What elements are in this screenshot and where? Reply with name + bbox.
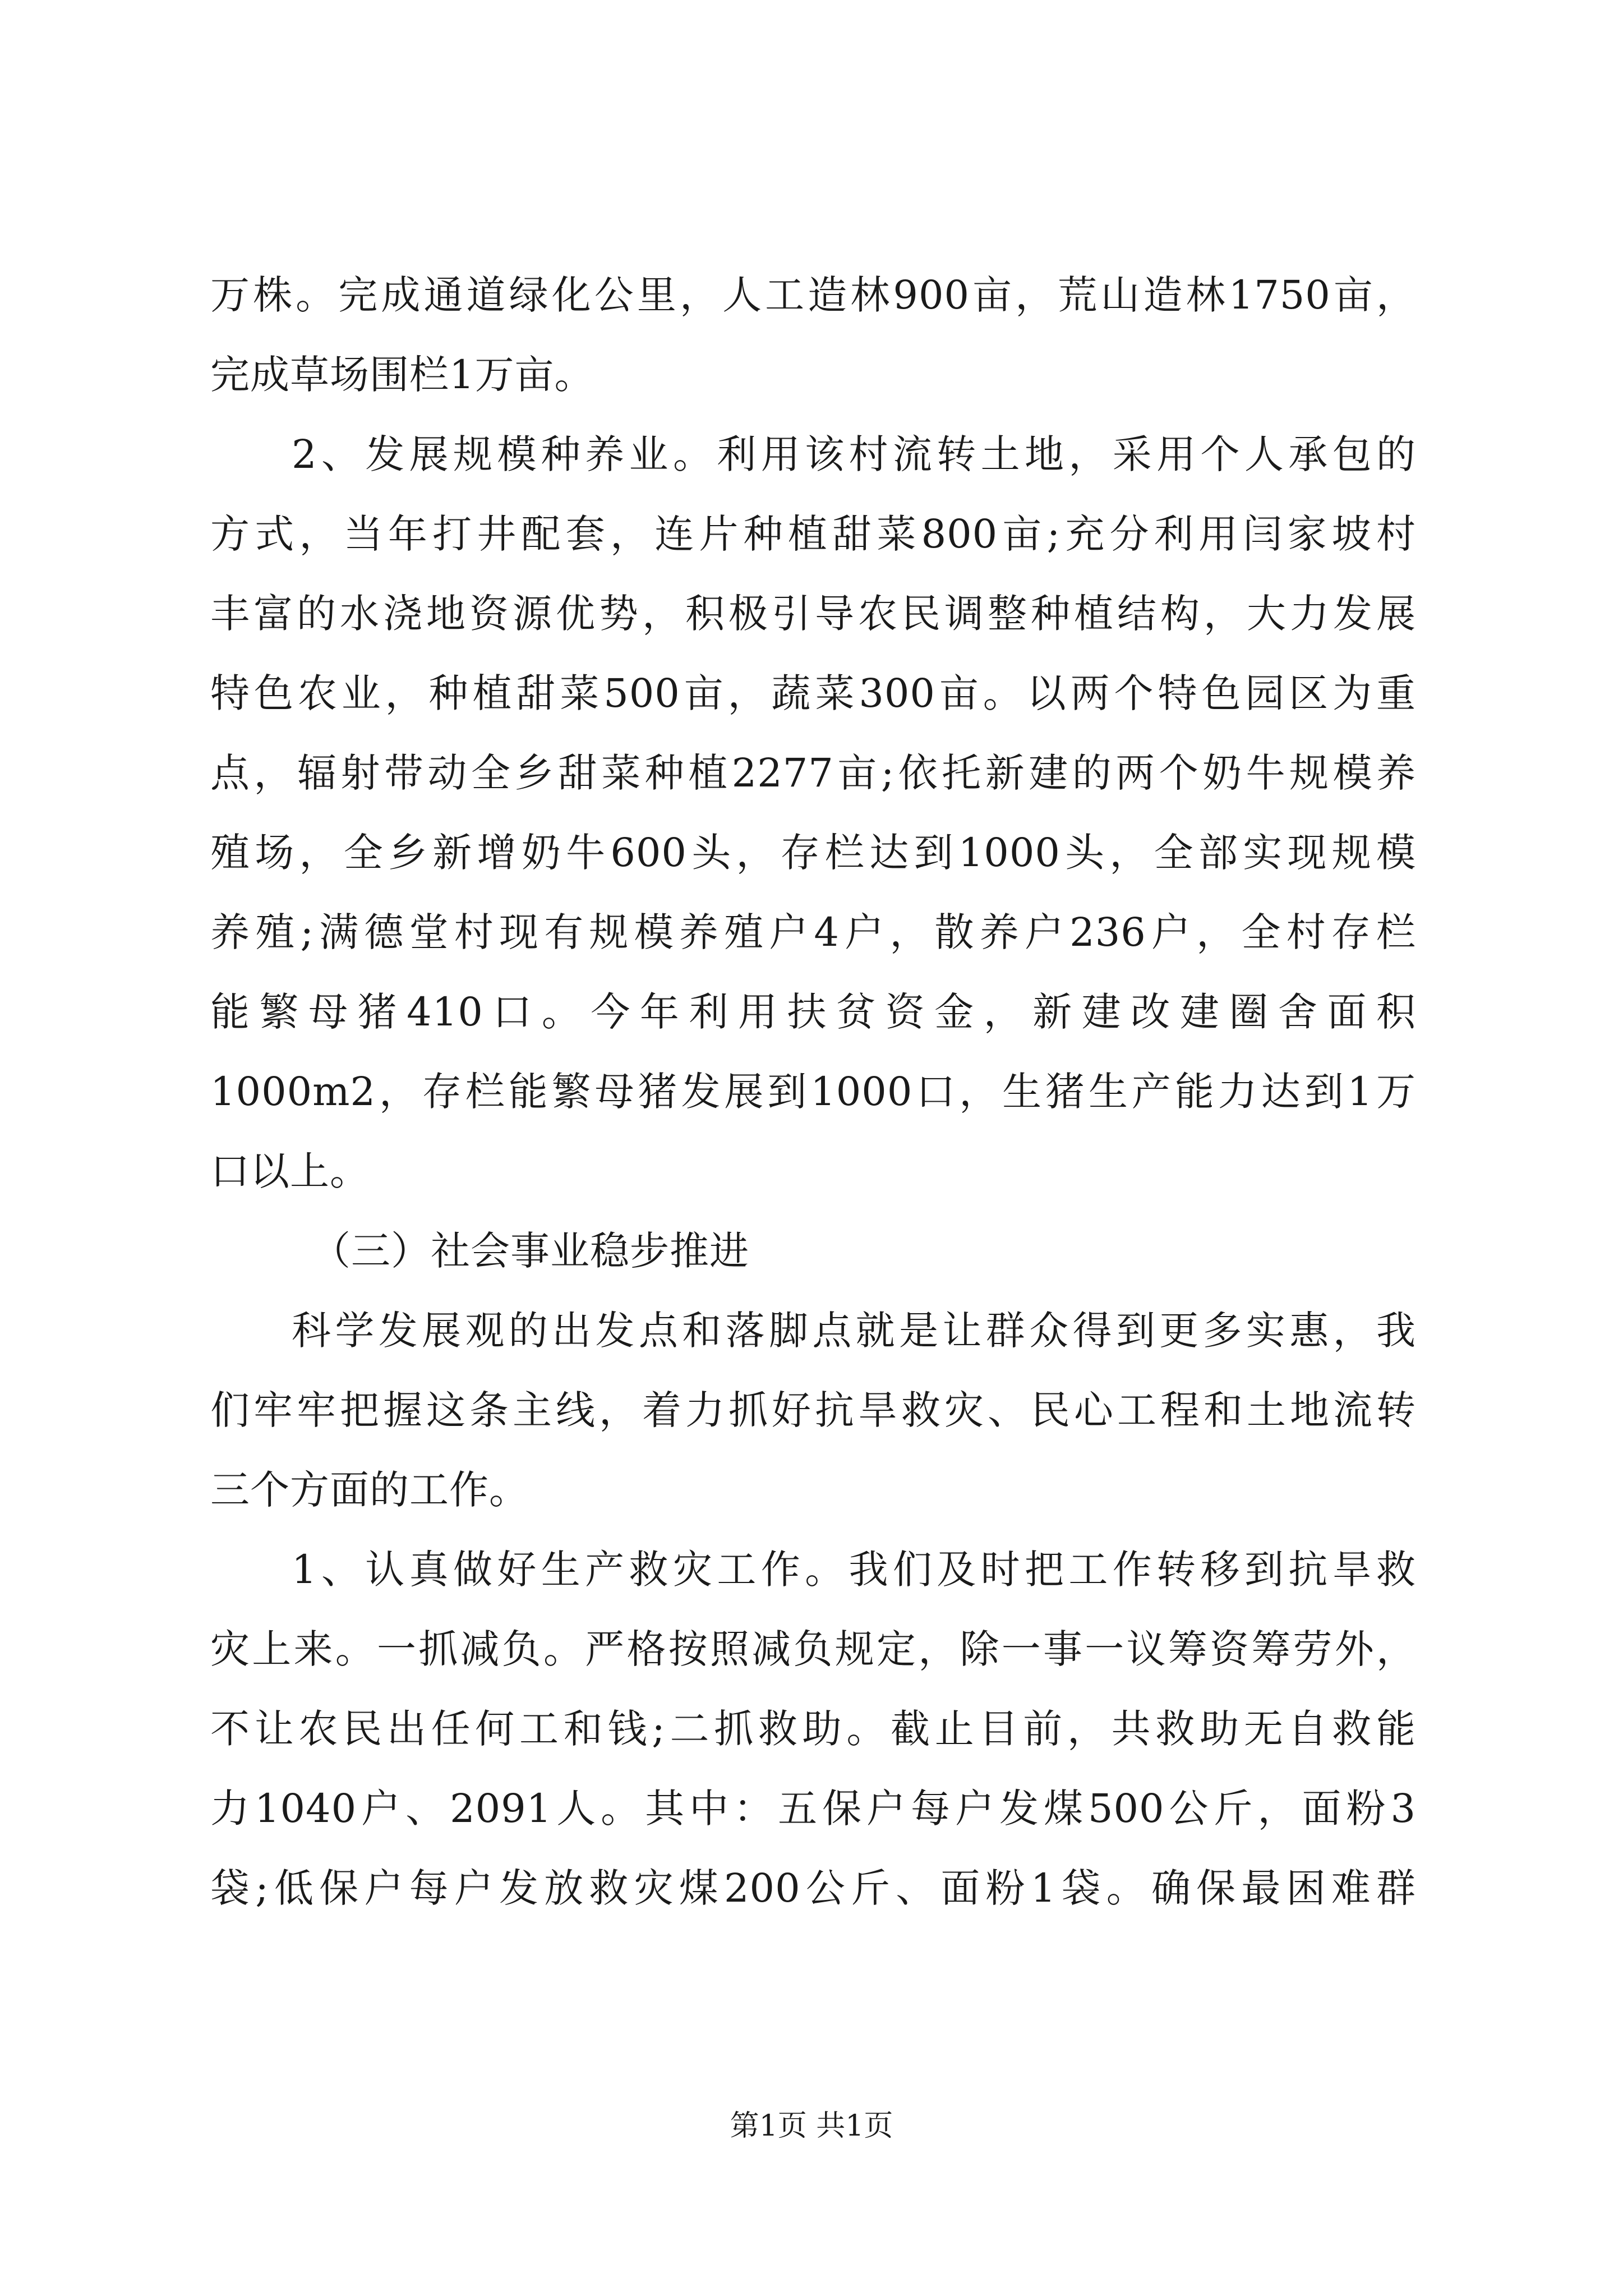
text-line: 灾上来。一抓减负。严格按照减负规定，除一事一议筹资筹劳外， [210,1626,1416,1672]
text-line: 力1040户、2091人。其中：五保户每户发煤500公斤，面粉3 [210,1786,1416,1832]
paragraph-start-line: 科学发展观的出发点和落脚点就是让群众得到更多实惠，我 [292,1308,1416,1354]
text-line: 点，辐射带动全乡甜菜种植2277亩;依托新建的两个奶牛规模养 [210,750,1416,796]
text-line: 口以上。 [210,1148,370,1194]
text-line: 三个方面的工作。 [210,1467,529,1513]
section-heading: （三）社会事业稳步推进 [311,1228,749,1274]
text-line: 殖场，全乡新增奶牛600头，存栏达到1000头，全部实现规模 [210,830,1416,876]
body-text [210,255,1416,1928]
text-line: 们牢牢把握这条主线，着力抓好抗旱救灾、民心工程和土地流转 [210,1387,1416,1433]
text-line: 养殖;满德堂村现有规模养殖户4户，散养户236户，全村存栏 [210,909,1416,955]
text-line: 袋;低保户每户发放救灾煤200公斤、面粉1袋。确保最困难群 [210,1865,1416,1911]
page-number-footer: 第1页 共1页 [730,2109,893,2143]
text-line: 1000m2，存栏能繁母猪发展到1000口，生猪生产能力达到1万 [210,1069,1416,1115]
text-line: 特色农业，种植甜菜500亩，蔬菜300亩。以两个特色园区为重 [210,670,1416,716]
text-line: 万株。完成通道绿化公里，人工造林900亩，荒山造林1750亩， [210,272,1416,318]
text-line: 不让农民出任何工和钱;二抓救助。截止目前，共救助无自救能 [210,1706,1416,1752]
text-line: 能繁母猪410口。今年利用扶贫资金，新建改建圈舍面积 [210,989,1416,1035]
text-line: 丰富的水浇地资源优势，积极引导农民调整种植结构，大力发展 [210,591,1416,637]
text-line: 完成草场围栏1万亩。 [210,352,594,398]
paragraph-start-line: 2、发展规模种养业。利用该村流转土地，采用个人承包的 [292,431,1416,477]
paragraph-start-line: 1、认真做好生产救灾工作。我们及时把工作转移到抗旱救 [292,1547,1416,1593]
text-line: 方式，当年打井配套，连片种植甜菜800亩;充分利用闫家坡村 [210,511,1416,557]
